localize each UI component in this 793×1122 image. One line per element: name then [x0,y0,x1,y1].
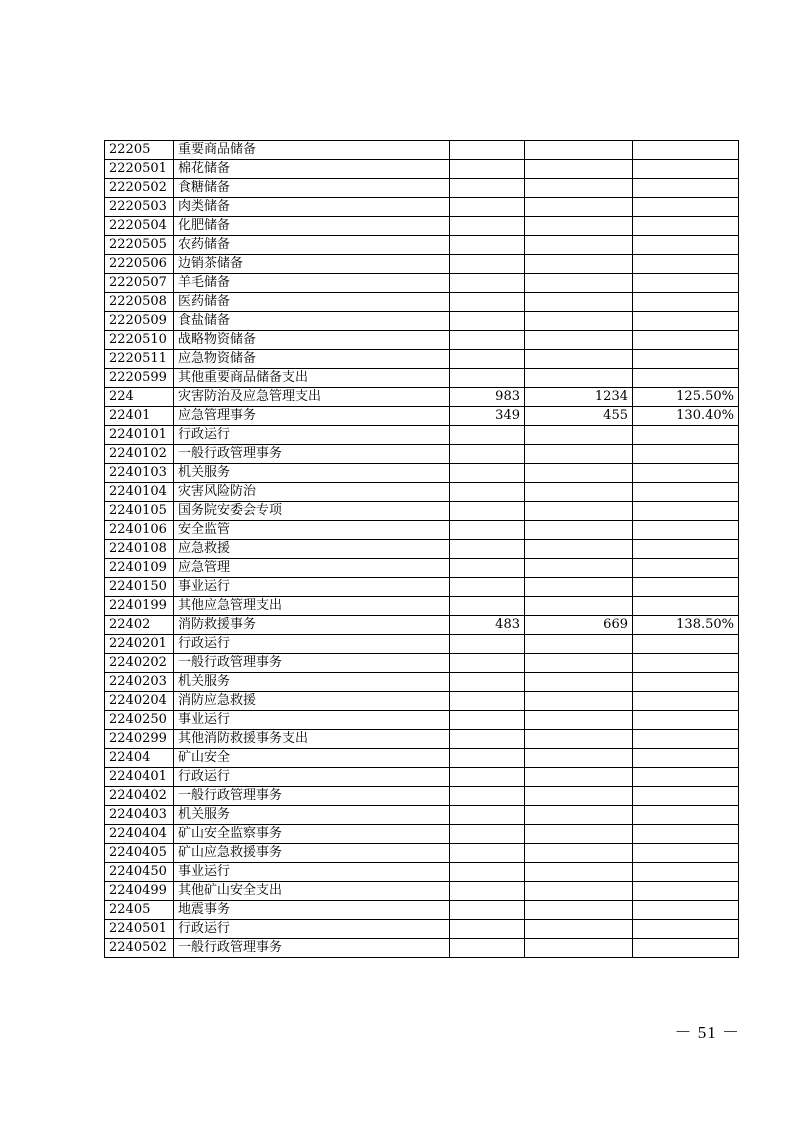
cell-value-1 [450,236,525,255]
cell-percent [633,939,739,958]
table-row [105,407,739,426]
cell-value-1 [450,559,525,578]
cell-percent [633,236,739,255]
cell-name: 战略物资储备 [174,331,450,350]
cell-code: 2240501 [105,920,174,939]
cell-code: 2240108 [105,540,174,559]
cell-value-1 [450,331,525,350]
cell-value-1 [450,939,525,958]
cell-name: 化肥储备 [174,217,450,236]
cell-value-2 [525,236,633,255]
table-row [105,654,739,673]
cell-value-2 [525,578,633,597]
cell-value-2 [525,198,633,217]
cell-name: 一般行政管理事务 [174,939,450,958]
cell-code: 2220599 [105,369,174,388]
cell-percent: 138.50% [633,616,739,635]
cell-code: 2220506 [105,255,174,274]
cell-name: 灾害防治及应急管理支出 [174,388,450,407]
cell-value-2 [525,768,633,787]
cell-percent [633,882,739,901]
cell-code: 2220509 [105,312,174,331]
cell-value-2 [525,540,633,559]
cell-name: 其他矿山安全支出 [174,882,450,901]
cell-code: 2240103 [105,464,174,483]
cell-code: 2220511 [105,350,174,369]
cell-value-2 [525,939,633,958]
cell-value-1 [450,160,525,179]
cell-code: 2240199 [105,597,174,616]
cell-value-2 [525,882,633,901]
cell-percent [633,597,739,616]
cell-value-1 [450,255,525,274]
cell-name: 其他消防救援事务支出 [174,730,450,749]
table-row [105,692,739,711]
cell-percent [633,635,739,654]
table-row [105,635,739,654]
cell-code: 2240404 [105,825,174,844]
budget-table [104,140,739,958]
cell-value-2 [525,635,633,654]
cell-code: 2220501 [105,160,174,179]
cell-percent [633,654,739,673]
cell-percent [633,141,739,160]
table-row [105,483,739,502]
cell-value-2 [525,312,633,331]
cell-value-1 [450,654,525,673]
cell-value-1 [450,179,525,198]
cell-code: 2240299 [105,730,174,749]
cell-percent [633,179,739,198]
cell-name: 消防应急救援 [174,692,450,711]
cell-code: 22404 [105,749,174,768]
cell-value-2 [525,825,633,844]
cell-code: 2240499 [105,882,174,901]
cell-value-1 [450,578,525,597]
cell-percent [633,331,739,350]
cell-code: 2220504 [105,217,174,236]
cell-value-1 [450,863,525,882]
cell-name: 食盐储备 [174,312,450,331]
cell-name: 应急物资储备 [174,350,450,369]
cell-value-1 [450,426,525,445]
cell-value-2 [525,445,633,464]
cell-code: 2240105 [105,502,174,521]
table-row [105,806,739,825]
table-row [105,236,739,255]
cell-code: 2240109 [105,559,174,578]
cell-percent [633,749,739,768]
cell-percent [633,863,739,882]
cell-value-2 [525,350,633,369]
cell-percent [633,350,739,369]
cell-code: 2240102 [105,445,174,464]
cell-code: 22205 [105,141,174,160]
cell-name: 肉类储备 [174,198,450,217]
cell-value-1 [450,483,525,502]
cell-value-2 [525,692,633,711]
cell-percent [633,768,739,787]
table-row [105,844,739,863]
table-row [105,179,739,198]
cell-code: 2240250 [105,711,174,730]
cell-value-2 [525,521,633,540]
cell-code: 22402 [105,616,174,635]
cell-value-2 [525,863,633,882]
table-row [105,350,739,369]
cell-value-2 [525,711,633,730]
table-row [105,559,739,578]
cell-name: 机关服务 [174,806,450,825]
cell-value-1 [450,920,525,939]
cell-percent [633,920,739,939]
cell-code: 2220505 [105,236,174,255]
table-row [105,369,739,388]
cell-name: 其他重要商品储备支出 [174,369,450,388]
cell-code: 2240402 [105,787,174,806]
table-row [105,160,739,179]
cell-value-1 [450,635,525,654]
cell-name: 一般行政管理事务 [174,445,450,464]
cell-value-2 [525,844,633,863]
cell-value-2 [525,559,633,578]
table-row [105,882,739,901]
cell-percent [633,730,739,749]
cell-code: 22401 [105,407,174,426]
table-row [105,141,739,160]
cell-value-2 [525,293,633,312]
table-row [105,730,739,749]
cell-value-1 [450,825,525,844]
table-body [105,141,739,958]
table-row [105,217,739,236]
cell-percent [633,445,739,464]
cell-value-2 [525,160,633,179]
cell-value-1 [450,274,525,293]
cell-value-2 [525,787,633,806]
table-row [105,331,739,350]
cell-name: 安全监管 [174,521,450,540]
cell-value-2 [525,464,633,483]
cell-code: 2240203 [105,673,174,692]
cell-value-2 [525,673,633,692]
cell-percent [633,559,739,578]
cell-percent [633,464,739,483]
cell-percent [633,578,739,597]
cell-value-1 [450,844,525,863]
cell-value-2 [525,369,633,388]
cell-value-2 [525,749,633,768]
cell-value-2: 455 [525,407,633,426]
cell-name: 机关服务 [174,464,450,483]
table-row [105,293,739,312]
cell-name: 行政运行 [174,768,450,787]
cell-name: 行政运行 [174,920,450,939]
table-row [105,863,739,882]
cell-name: 其他应急管理支出 [174,597,450,616]
page-number: － 51 － [674,1023,740,1042]
cell-value-1 [450,673,525,692]
cell-name: 国务院安委会专项 [174,502,450,521]
cell-code: 2240106 [105,521,174,540]
cell-value-1 [450,730,525,749]
table-row [105,616,739,635]
cell-value-2 [525,920,633,939]
cell-value-2 [525,255,633,274]
cell-value-2 [525,730,633,749]
cell-code: 2240450 [105,863,174,882]
cell-code: 2240403 [105,806,174,825]
table-row [105,445,739,464]
cell-name: 一般行政管理事务 [174,654,450,673]
cell-value-2 [525,597,633,616]
cell-value-2 [525,179,633,198]
table-row [105,312,739,331]
cell-name: 机关服务 [174,673,450,692]
table-row [105,825,739,844]
cell-value-1 [450,787,525,806]
cell-name: 食糖储备 [174,179,450,198]
table-row [105,255,739,274]
cell-value-1 [450,711,525,730]
cell-name: 医药储备 [174,293,450,312]
cell-value-1 [450,882,525,901]
cell-value-1 [450,597,525,616]
cell-name: 事业运行 [174,711,450,730]
cell-name: 矿山安全 [174,749,450,768]
cell-name: 羊毛储备 [174,274,450,293]
cell-code: 224 [105,388,174,407]
cell-value-2 [525,901,633,920]
cell-value-2 [525,274,633,293]
cell-value-2 [525,654,633,673]
cell-name: 一般行政管理事务 [174,787,450,806]
cell-name: 应急管理 [174,559,450,578]
cell-name: 灾害风险防治 [174,483,450,502]
cell-value-2 [525,426,633,445]
cell-name: 边销茶储备 [174,255,450,274]
table-row [105,274,739,293]
table-row [105,901,739,920]
cell-code: 2240150 [105,578,174,597]
cell-value-1 [450,749,525,768]
cell-value-2 [525,483,633,502]
cell-code: 2220503 [105,198,174,217]
cell-value-2 [525,806,633,825]
cell-percent [633,198,739,217]
cell-percent: 130.40% [633,407,739,426]
cell-code: 2240204 [105,692,174,711]
cell-percent [633,673,739,692]
cell-code: 2240502 [105,939,174,958]
cell-code: 2240202 [105,654,174,673]
cell-percent [633,806,739,825]
cell-value-2: 669 [525,616,633,635]
cell-value-1 [450,217,525,236]
table-row [105,578,739,597]
cell-percent [633,274,739,293]
cell-value-1 [450,692,525,711]
table-row [105,939,739,958]
cell-value-1 [450,768,525,787]
cell-percent [633,426,739,445]
cell-percent [633,217,739,236]
cell-code: 2240201 [105,635,174,654]
table-row [105,787,739,806]
cell-value-1 [450,901,525,920]
table-row [105,521,739,540]
cell-percent [633,293,739,312]
cell-code: 2240101 [105,426,174,445]
cell-value-2 [525,331,633,350]
cell-value-1: 983 [450,388,525,407]
table-row [105,920,739,939]
cell-value-1 [450,312,525,331]
cell-name: 应急救援 [174,540,450,559]
cell-value-2 [525,141,633,160]
cell-percent [633,521,739,540]
cell-name: 消防救援事务 [174,616,450,635]
cell-name: 矿山应急救援事务 [174,844,450,863]
cell-name: 农药储备 [174,236,450,255]
cell-name: 事业运行 [174,578,450,597]
table-row [105,502,739,521]
cell-code: 2240104 [105,483,174,502]
cell-percent [633,483,739,502]
table-row [105,673,739,692]
cell-name: 行政运行 [174,426,450,445]
cell-value-1 [450,521,525,540]
cell-percent [633,825,739,844]
table-row [105,540,739,559]
cell-value-1: 483 [450,616,525,635]
cell-value-1 [450,293,525,312]
cell-value-1 [450,806,525,825]
cell-value-1 [450,350,525,369]
cell-code: 22405 [105,901,174,920]
cell-name: 应急管理事务 [174,407,450,426]
cell-name: 事业运行 [174,863,450,882]
cell-value-1 [450,445,525,464]
table-row [105,768,739,787]
cell-percent: 125.50% [633,388,739,407]
cell-percent [633,502,739,521]
table-row [105,198,739,217]
cell-value-1 [450,198,525,217]
cell-percent [633,369,739,388]
cell-code: 2220508 [105,293,174,312]
cell-name: 矿山安全监察事务 [174,825,450,844]
cell-percent [633,255,739,274]
cell-percent [633,901,739,920]
cell-value-1: 349 [450,407,525,426]
cell-percent [633,692,739,711]
cell-code: 2220507 [105,274,174,293]
cell-code: 2240401 [105,768,174,787]
cell-value-1 [450,540,525,559]
cell-value-2: 1234 [525,388,633,407]
table-row [105,388,739,407]
cell-percent [633,312,739,331]
cell-code: 2220510 [105,331,174,350]
table-row [105,749,739,768]
cell-percent [633,711,739,730]
cell-value-1 [450,464,525,483]
cell-value-1 [450,369,525,388]
cell-value-1 [450,502,525,521]
cell-percent [633,844,739,863]
cell-code: 2240405 [105,844,174,863]
cell-percent [633,787,739,806]
cell-code: 2220502 [105,179,174,198]
cell-percent [633,540,739,559]
table-row [105,597,739,616]
table-row [105,464,739,483]
cell-name: 棉花储备 [174,160,450,179]
cell-name: 重要商品储备 [174,141,450,160]
cell-percent [633,160,739,179]
cell-value-2 [525,502,633,521]
table-row [105,426,739,445]
cell-value-2 [525,217,633,236]
cell-name: 行政运行 [174,635,450,654]
cell-name: 地震事务 [174,901,450,920]
table-row [105,711,739,730]
cell-value-1 [450,141,525,160]
